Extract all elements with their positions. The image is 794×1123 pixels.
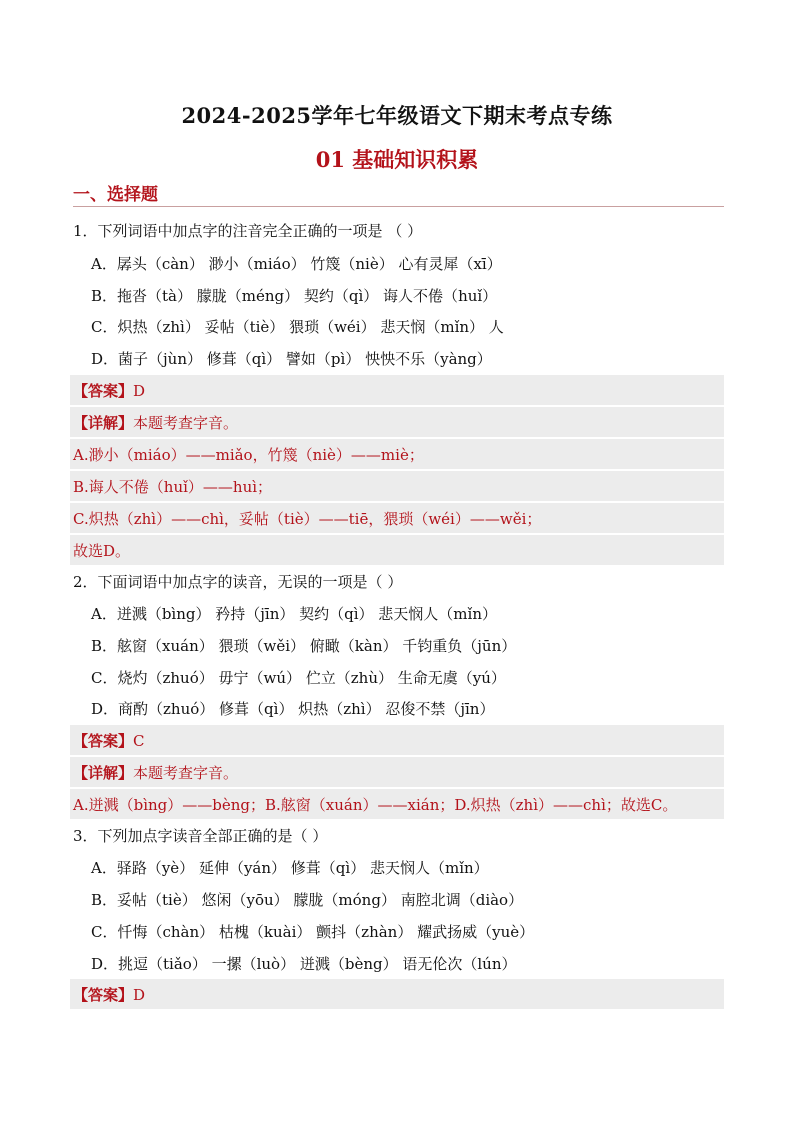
answer-label: 【答案】 xyxy=(73,986,134,1004)
question-1-detail-line: A.渺小（miáo）——miǎo，竹篾（niè）——miè； xyxy=(73,446,424,464)
answer-block-bg xyxy=(70,725,724,755)
question-2-option-a: A．迸溅（bìng） 矜持（jīn） 契约（qì） 悲天悯人（mǐn） xyxy=(91,605,497,623)
question-1-detail xyxy=(73,413,238,433)
question-2-detail xyxy=(73,763,238,783)
answer-value: D xyxy=(133,986,146,1004)
question-3-option-b: B．妥帖（tiè） 悠闲（yōu） 朦胧（móng） 南腔北调（diào） xyxy=(91,891,524,909)
page-subtitle: 01 基础知识积累 xyxy=(315,147,479,172)
section-heading: 一、选择题 xyxy=(73,185,158,205)
answer-label: 【答案】 xyxy=(73,382,134,400)
question-2-answer xyxy=(73,731,145,751)
detail-label: 【详解】 xyxy=(73,414,134,432)
question-1-detail-line: 故选D。 xyxy=(73,542,131,560)
question-1-detail-line: B.诲人不倦（huǐ）——huì； xyxy=(73,478,273,496)
answer-value: C xyxy=(133,732,145,750)
question-2-stem: 2．下面词语中加点字的读音，无误的一项是（ ） xyxy=(73,573,403,591)
answer-block-bg xyxy=(70,375,724,405)
answer-value: D xyxy=(133,382,146,400)
answer-label: 【答案】 xyxy=(73,732,134,750)
question-1-answer xyxy=(73,381,145,401)
question-2-option-c: C．烧灼（zhuó） 毋宁（wú） 伫立（zhù） 生命无虞（yú） xyxy=(91,669,506,687)
question-3-option-a: A．驿路（yè） 延伸（yán） 修葺（qì） 悲天悯人（mǐn） xyxy=(91,859,489,877)
detail-intro: 本题考查字音。 xyxy=(133,764,239,782)
question-3-option-d: D．挑逗（tiǎo） 一摞（luò） 迸溅（bèng） 语无伦次（lún） xyxy=(91,955,517,973)
question-2-detail-line: A.迸溅（bìng）——bèng；B.舷窗（xuán）——xián；D.炽热（zhì）——chì；故选C。 xyxy=(73,796,678,814)
question-2-option-b: B．舷窗（xuán） 猥琐（wěi） 俯瞰（kàn） 千钧重负（jūn） xyxy=(91,637,517,655)
section-divider xyxy=(73,206,724,207)
question-1-option-c: C．炽热（zhì） 妥帖（tiè） 猥琐（wéi） 悲天悯（mǐn） 人 xyxy=(91,318,504,336)
question-1-option-a: A．孱头（càn） 渺小（miáo） 竹篾（niè） 心有灵犀（xī） xyxy=(91,255,502,273)
question-3-option-c: C．忏悔（chàn） 枯槐（kuài） 颤抖（zhàn） 耀武扬威（yuè） xyxy=(91,923,535,941)
page-title: 2024-2025学年七年级语文下期末考点专练 xyxy=(181,103,613,128)
question-2-option-d: D．商酌（zhuó） 修葺（qì） 炽热（zhì） 忍俊不禁（jīn） xyxy=(91,700,495,718)
question-1-detail-line: C.炽热（zhì）——chì，妥帖（tiè）——tiē，猥琐（wéi）——wěi； xyxy=(73,510,542,528)
question-1-option-d: D．菌子（jùn） 修葺（qì） 譬如（pì） 怏怏不乐（yàng） xyxy=(91,350,492,368)
detail-intro: 本题考查字音。 xyxy=(133,414,239,432)
question-1-option-b: B．拖沓（tà） 朦胧（méng） 契约（qì） 诲人不倦（huǐ） xyxy=(91,287,498,305)
detail-block-bg xyxy=(70,535,724,565)
question-3-stem: 3．下列加点字读音全部正确的是（ ） xyxy=(73,827,328,845)
question-3-answer xyxy=(73,985,145,1005)
detail-label: 【详解】 xyxy=(73,764,134,782)
answer-block-bg xyxy=(70,979,724,1009)
question-1-stem: 1．下列词语中加点字的注音完全正确的一项是 （ ） xyxy=(73,222,423,240)
